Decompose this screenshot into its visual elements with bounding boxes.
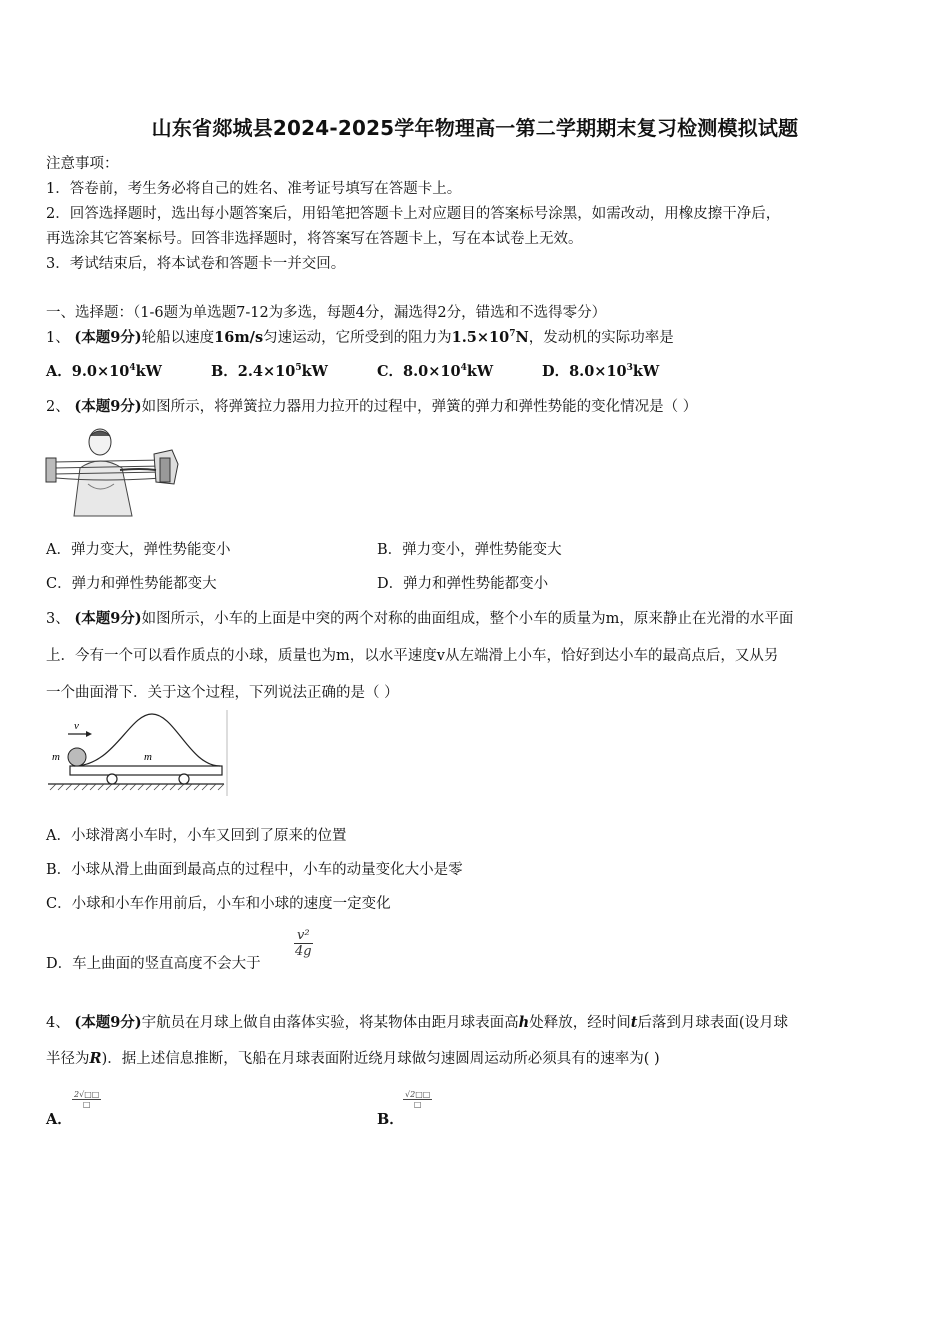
- cart-base: [70, 766, 222, 775]
- q-force: [452, 329, 529, 346]
- q2-option-b[interactable]: B．弹力变小，弹性势能变大: [377, 542, 562, 558]
- person-head: [89, 429, 111, 455]
- question-3-stem-line: 一个曲面滑下．关于这个过程，下列说法正确的是（ ）: [46, 685, 399, 701]
- q-text: ，发动机的实际功率是: [528, 330, 674, 346]
- q3-option-a[interactable]: A．小球滑离小车时，小车又回到了原来的位置: [46, 828, 347, 844]
- cart-wheel: [179, 774, 189, 784]
- frac-numerator: √2□□: [405, 1090, 431, 1099]
- force-unit: N: [515, 329, 529, 346]
- q1-option-a[interactable]: A．$9.0\times 10^4kW$: [46, 363, 162, 380]
- frac-numerator: v²: [294, 928, 313, 944]
- q-tag: (本题9分): [74, 610, 142, 627]
- frac-denominator: 4g: [294, 944, 312, 959]
- q4-option-b[interactable]: B．: [377, 1111, 404, 1128]
- q-text: 宇航员在月球上做自由落体实验，将某物体由距月球表面高: [141, 1015, 519, 1031]
- question-1-stem: [46, 326, 674, 347]
- q-text: 如图所示，将弹簧拉力器用力拉开的过程中，弹簧的弹力和弹性势能的变化情况是（ ）: [141, 399, 698, 415]
- q-speed: 16m/s: [214, 329, 264, 346]
- question-4-stem: [46, 1011, 788, 1032]
- notice-item: 3．考试结束后，将本试卷和答题卡一并交回。: [46, 256, 346, 272]
- q2-option-c[interactable]: C．弹力和弹性势能都变大: [46, 576, 217, 592]
- q1-option-d[interactable]: D．$8.0\times 10^3kW$: [542, 363, 660, 380]
- q3-option-c[interactable]: C．小球和小车作用前后，小车和小球的速度一定变化: [46, 896, 391, 912]
- q-text: 后落到月球表面(设月球: [637, 1015, 789, 1031]
- q2-option-a[interactable]: A．弹力变大，弹性势能变小: [46, 542, 231, 558]
- q-tag: (本题9分): [74, 1014, 142, 1031]
- frac-numerator: 2√□□: [74, 1090, 100, 1099]
- question-2-stem: [46, 395, 697, 416]
- notice-item: 再选涂其它答案标号。回答非选择题时，将答案写在答题卡上，写在本试卷上无效。: [46, 231, 583, 247]
- spring-expander-figure: [44, 424, 179, 518]
- q-prefix: 3、: [46, 611, 70, 627]
- var-t: t: [630, 1014, 638, 1031]
- q2-option-d[interactable]: D．弹力和弹性势能都变小: [377, 576, 549, 592]
- q4-option-a[interactable]: A．: [46, 1111, 72, 1128]
- q-text: )．据上述信息推断，飞船在月球表面附近绕月球做匀速圆周运动所必须具有的速率为( ): [101, 1051, 660, 1067]
- q-text: 如图所示，小车的上面是中突的两个对称的曲面组成，整个小车的质量为m，原来静止在光滑的水平面: [141, 611, 794, 627]
- q-text: 轮船以速度: [141, 330, 215, 346]
- q3-option-d-fraction: [294, 928, 313, 959]
- label-m-cart: m: [144, 751, 152, 763]
- frac-denominator: □: [413, 1100, 422, 1109]
- notice-heading: 注意事项：: [46, 156, 119, 172]
- q-prefix: 2、: [46, 399, 70, 415]
- label-v: v: [74, 720, 79, 732]
- q-prefix: 4、: [46, 1015, 70, 1031]
- q3-option-d[interactable]: D．车上曲面的竖直高度不会大于: [46, 956, 261, 972]
- force-exp: 7: [509, 329, 516, 339]
- q1-option-b[interactable]: B．$2.4\times 10^5kW$: [211, 363, 328, 380]
- force-base: 1.5×10: [451, 329, 510, 346]
- var-R: R: [89, 1050, 102, 1067]
- q-text: 半径为: [46, 1051, 90, 1067]
- q4-option-a-fraction: [72, 1090, 101, 1109]
- q-prefix: 1、: [46, 330, 70, 346]
- q-text: 匀速运动，它所受到的阻力为: [263, 330, 452, 346]
- notice-item: 2．回答选择题时，选出每小题答案后，用铅笔把答题卡上对应题目的答案标号涂黑，如需改动，用橡皮擦干净后，: [46, 206, 781, 222]
- q-tag: (本题9分): [74, 398, 142, 415]
- section-heading: 一、选择题：（1-6题为单选题7-12为多选，每题4分，漏选得2分，错选和不选得零分）: [46, 305, 607, 321]
- frac-denominator: □: [82, 1100, 91, 1109]
- question-3-stem-line: 上．今有一个可以看作质点的小球，质量也为m，以水平速度v从左端滑上小车，恰好到达小车的最高点后，又从另: [46, 648, 779, 664]
- question-3-stem: [46, 607, 793, 628]
- q-tag: (本题9分): [74, 329, 142, 346]
- cart-wheel: [107, 774, 117, 784]
- q1-option-c[interactable]: C．$8.0\times 10^4kW$: [377, 363, 494, 380]
- question-4-stem-line: [46, 1047, 660, 1068]
- ball: [68, 748, 86, 766]
- q4-option-b-fraction: [403, 1090, 432, 1109]
- notice-item: 1．答卷前，考生务必将自己的姓名、准考证号填写在答题卡上。: [46, 181, 462, 197]
- q3-option-b[interactable]: B．小球从滑上曲面到最高点的过程中，小车的动量变化大小是零: [46, 862, 463, 878]
- q-text: 处释放，经时间: [529, 1015, 631, 1031]
- left-handle: [46, 458, 56, 482]
- label-m-ball: m: [52, 751, 60, 763]
- page-title: 山东省郯城县2024-2025学年物理高一第二学期期末复习检测模拟试题: [151, 116, 799, 140]
- var-h: h: [518, 1014, 530, 1031]
- cart-ball-figure: [44, 710, 230, 796]
